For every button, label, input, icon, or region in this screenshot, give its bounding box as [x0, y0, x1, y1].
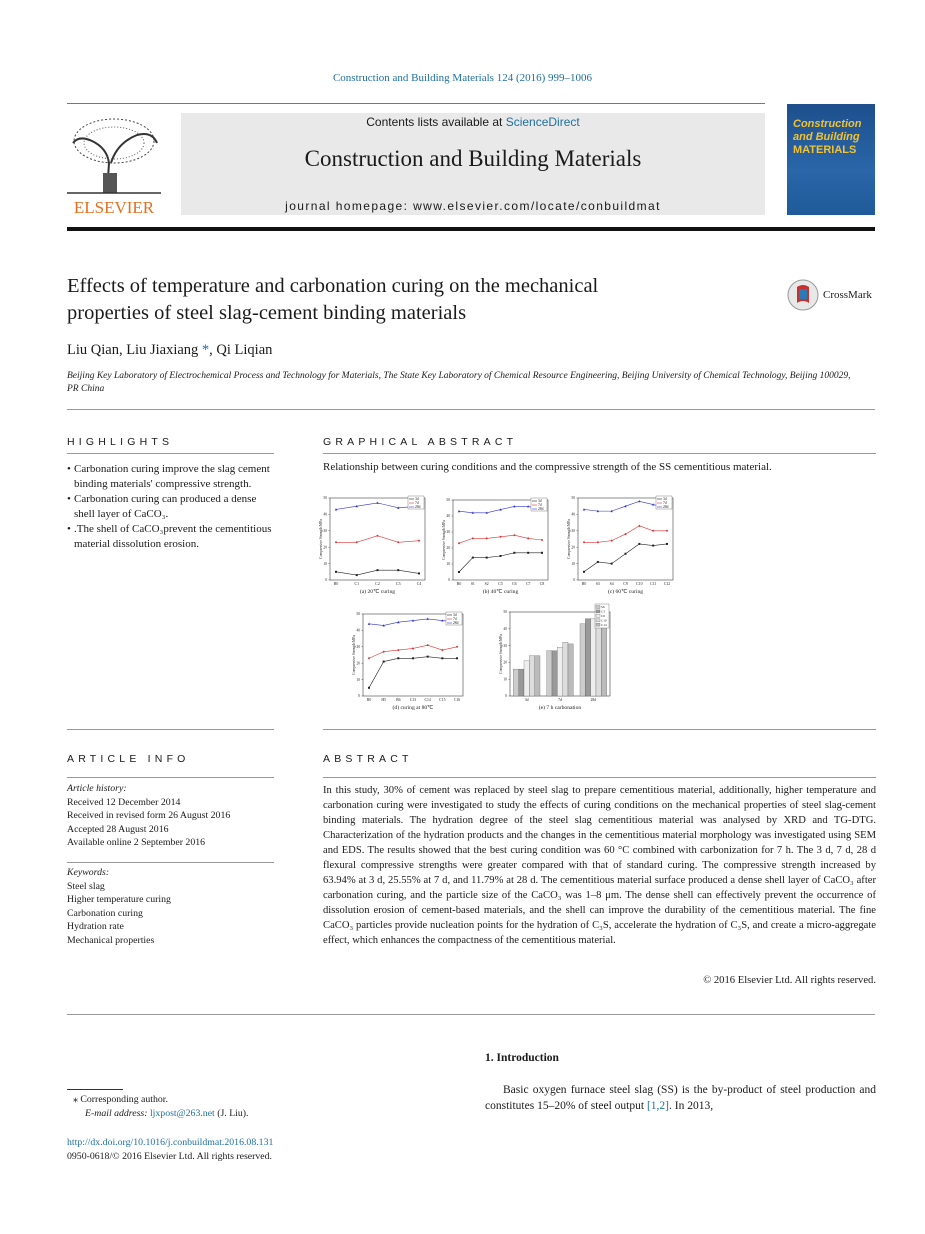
bar: [547, 651, 552, 696]
legend-swatch: [596, 606, 600, 609]
graphical-abstract-figure: [318, 492, 678, 724]
data-point: [441, 657, 443, 659]
chart-caption: (c) 60℃ curing: [607, 589, 644, 595]
divider: [67, 777, 274, 778]
y-tick-label: 50: [503, 610, 507, 615]
y-tick-label: 0: [573, 578, 575, 583]
legend-label: C10: [601, 618, 607, 623]
data-point: [652, 530, 654, 532]
publisher-name: ELSEVIER: [73, 198, 155, 215]
y-tick-label: 50: [323, 496, 327, 501]
journal-cover: [787, 104, 875, 215]
corresponding-label: Corresponding author.: [80, 1094, 168, 1105]
chart-caption: (d) curing at 80℃: [392, 705, 434, 711]
legend-label: 28d: [453, 621, 459, 626]
y-tick-label: 50: [571, 496, 575, 501]
data-point: [527, 537, 529, 539]
data-point: [418, 540, 420, 542]
x-tick-label: S1: [470, 582, 475, 586]
email-label: E-mail address:: [85, 1108, 148, 1119]
doi-link[interactable]: http://dx.doi.org/10.1016/j.conbuildmat.2016.08.131: [67, 1137, 274, 1148]
bar: [563, 642, 568, 696]
data-point: [583, 571, 585, 573]
x-tick-label: C4: [416, 582, 422, 586]
graphical-abstract-text: Relationship between curing conditions and the compressive strength of the SS cementitious material.: [323, 461, 772, 473]
x-tick-label: S4: [609, 582, 614, 586]
data-point: [418, 572, 420, 574]
history-label: Article history:: [67, 783, 127, 794]
elsevier-logo: [67, 113, 161, 215]
series-line: [584, 544, 667, 572]
x-tick-label: C16: [453, 698, 461, 702]
highlight-item: • Carbonation curing can produced a dense shell layer of CaCO₃.: [67, 492, 277, 522]
chart-caption: (e) 7 h carbonation: [538, 705, 582, 711]
data-point: [625, 533, 627, 535]
affiliation: Beijing Key Laboratory of Electrochemical Process and Technology for Materials, The State Key Laboratory of Chemical Resource Engineering, Beijing University of Chemical Technology, Beijing 100029, PR China: [67, 371, 851, 394]
y-tick-label: 0: [325, 578, 327, 583]
footnote-rule: [67, 1089, 123, 1090]
y-tick-label: 40: [446, 514, 450, 519]
cover-materials: MATERIALS: [793, 144, 857, 156]
data-point: [356, 574, 358, 576]
highlights-heading: HIGHLIGHTS: [67, 436, 174, 448]
data-point: [412, 657, 414, 659]
corresponding-star[interactable]: *: [201, 342, 210, 358]
series-line: [369, 657, 457, 688]
history-accepted: Accepted 28 August 2016: [67, 823, 169, 835]
legend-label: 28d: [538, 507, 544, 512]
y-axis-label: Compressive Strength/MPa: [442, 520, 446, 560]
y-tick-label: 30: [356, 645, 360, 649]
data-point: [458, 542, 460, 544]
x-tick-label: S3: [595, 582, 600, 586]
intro-text-b: . In 2013,: [669, 1099, 714, 1112]
data-point: [666, 543, 668, 545]
data-point: [456, 657, 458, 659]
y-tick-label: 40: [323, 512, 327, 517]
plot-frame: [363, 614, 463, 696]
y-tick-label: 0: [448, 578, 450, 583]
y-axis-label: Compressive Strength/MPa: [319, 519, 323, 559]
x-tick-label: C7: [525, 582, 531, 586]
intro-text-a: Basic oxygen furnace steel slag (SS) is the by-product of steel production and constitutes 15–20% of steel output: [485, 1084, 876, 1112]
y-tick-label: 40: [571, 512, 575, 517]
history-online: Available online 2 September 2016: [67, 837, 206, 848]
divider: [323, 729, 876, 730]
x-tick-label: B0: [581, 582, 587, 586]
legend-label: 3d: [663, 497, 667, 502]
data-point: [377, 569, 379, 571]
x-tick-label: B0: [456, 582, 462, 586]
author-names-2: , Qi Liqian: [209, 342, 273, 358]
y-axis-label: Compressive Strength/MPa: [352, 635, 356, 675]
x-tick-label: C11: [650, 582, 657, 586]
bar: [568, 644, 573, 696]
y-tick-label: 30: [323, 529, 327, 533]
x-tick-label: C5: [498, 582, 503, 586]
data-point: [368, 657, 370, 659]
y-tick-label: 20: [503, 660, 507, 665]
y-tick-label: 20: [571, 545, 575, 550]
footnote-email: [85, 1108, 249, 1119]
bar: [591, 619, 596, 696]
bar: [535, 656, 540, 696]
divider: [67, 453, 274, 454]
divider: [67, 409, 875, 410]
issn-line: 0950-0618/© 2016 Elsevier Ltd. All rights reserved.: [67, 1151, 272, 1162]
x-tick-label: 7d: [558, 698, 562, 702]
legend-label: C3: [601, 609, 605, 614]
y-axis-label: Compressive Strength/MPa: [499, 634, 503, 674]
data-point: [412, 647, 414, 649]
data-point: [397, 649, 399, 651]
crossmark-badge[interactable]: [787, 279, 877, 311]
data-point: [368, 687, 370, 689]
keyword: Higher temperature curing: [67, 894, 171, 905]
y-tick-label: 0: [505, 694, 507, 699]
bar: [519, 669, 524, 696]
introduction-text: [485, 1083, 876, 1114]
data-point: [513, 552, 515, 554]
chart-caption: (a) 20℃ curing: [359, 589, 396, 595]
elsevier-tree-icon: [67, 113, 161, 215]
data-point: [472, 537, 474, 539]
divider: [67, 1014, 875, 1015]
data-point: [541, 539, 543, 541]
bar: [529, 656, 534, 696]
y-tick-label: 0: [358, 694, 360, 699]
article-title: [67, 273, 747, 327]
data-point: [486, 537, 488, 539]
data-point: [625, 553, 627, 555]
y-tick-label: 30: [446, 530, 450, 535]
article-history: [67, 782, 277, 850]
divider: [67, 862, 274, 863]
email-suffix: (J. Liu).: [217, 1108, 249, 1119]
y-tick-label: 10: [503, 677, 507, 682]
graphical-abstract-charts: [318, 492, 678, 724]
introduction-heading: 1. Introduction: [485, 1052, 559, 1064]
keyword: Steel slag: [67, 880, 105, 892]
data-point: [397, 657, 399, 659]
y-tick-label: 10: [446, 562, 450, 567]
y-tick-label: 40: [356, 628, 360, 633]
x-tick-label: C14: [424, 698, 431, 702]
x-tick-label: B0: [366, 698, 372, 702]
bar: [557, 647, 562, 696]
x-tick-label: C12: [663, 582, 671, 586]
x-tick-label: C6: [512, 582, 517, 586]
x-tick-label: C1: [354, 582, 359, 586]
legend-label: 7d: [538, 503, 542, 508]
data-point: [383, 661, 385, 663]
citation-link[interactable]: [1,2]: [646, 1099, 669, 1112]
y-axis-label: Compressive Strength/MPa: [567, 519, 571, 559]
history-received: Received 12 December 2014: [67, 796, 181, 808]
journal-reference[interactable]: Construction and Building Materials 124 (2016) 999–1006: [332, 72, 593, 84]
header-rule: [67, 103, 765, 104]
chart-caption: (b) 40℃ curing: [482, 589, 519, 595]
x-tick-label: C9: [623, 582, 628, 586]
legend-label: S6: [601, 605, 605, 610]
abstract-heading: ABSTRACT: [323, 753, 413, 765]
bar: [580, 624, 585, 696]
keyword: Mechanical properties: [67, 934, 155, 946]
highlight-item: • Carbonation curing improve the slag cement binding materials' compressive strength.: [67, 462, 277, 492]
journal-title: Construction and Building Materials: [304, 146, 642, 171]
graphical-abstract-heading: GRAPHICAL ABSTRACT: [323, 436, 518, 448]
journal-banner: [181, 113, 765, 215]
data-point: [597, 541, 599, 543]
x-tick-label: 3d: [524, 698, 529, 702]
divider: [323, 777, 876, 778]
title-line-2: properties of steel slag-cement binding materials: [67, 302, 467, 324]
plot-frame: [330, 498, 425, 580]
y-tick-label: 40: [503, 627, 507, 631]
data-point: [527, 552, 529, 554]
data-point: [441, 649, 443, 651]
data-point: [427, 644, 429, 646]
cover-title: Construction and Building: [793, 118, 862, 143]
data-point: [500, 536, 502, 538]
x-tick-label: C10: [636, 582, 643, 586]
legend-swatch: [596, 619, 600, 622]
data-point: [397, 541, 399, 543]
crossmark-icon: [787, 279, 819, 311]
legend-swatch: [596, 623, 600, 626]
legend-label: 28d: [415, 505, 421, 510]
keywords-label: Keywords:: [67, 867, 110, 878]
email-link[interactable]: ljxpost@263.net: [149, 1108, 215, 1119]
y-tick-label: 10: [323, 561, 327, 566]
data-point: [456, 646, 458, 648]
legend-label: 7d: [415, 501, 419, 506]
bar: [513, 669, 518, 696]
data-point: [397, 569, 399, 571]
y-tick-label: 30: [571, 529, 575, 533]
divider: [67, 729, 274, 730]
data-point: [486, 557, 488, 559]
x-tick-label: C3: [396, 582, 401, 586]
sciencedirect-link[interactable]: ScienceDirect: [505, 115, 580, 129]
x-tick-label: C15: [439, 698, 446, 702]
data-point: [335, 571, 337, 573]
x-tick-label: C2: [375, 582, 380, 586]
data-point: [500, 555, 502, 557]
authors: [67, 342, 272, 359]
legend-swatch: [596, 614, 600, 617]
data-point: [652, 545, 654, 547]
y-tick-label: 50: [356, 612, 360, 617]
crossmark-label: CrossMark: [823, 289, 872, 301]
data-point: [513, 534, 515, 536]
x-tick-label: C13: [409, 698, 417, 702]
data-point: [472, 557, 474, 559]
y-tick-label: 30: [503, 643, 507, 648]
x-tick-label: C8: [539, 582, 545, 586]
data-point: [638, 525, 640, 527]
y-tick-label: 50: [446, 498, 450, 503]
legend-label: C6: [601, 614, 605, 618]
x-tick-label: B6: [396, 698, 401, 702]
legend-label: 3d: [415, 497, 419, 502]
x-tick-label: B0: [333, 582, 339, 586]
y-tick-label: 10: [571, 561, 575, 566]
legend-swatch: [596, 610, 600, 613]
data-point: [377, 535, 379, 537]
divider: [323, 453, 876, 454]
keywords: [67, 866, 277, 947]
data-point: [597, 561, 599, 563]
abstract-copyright: © 2016 Elsevier Ltd. All rights reserved.: [703, 975, 876, 986]
author-names-1: Liu Qian, Liu Jiaxiang: [67, 342, 199, 358]
y-tick-label: 20: [356, 661, 360, 666]
contents-prefix: Contents lists available at: [366, 115, 503, 129]
data-point: [638, 543, 640, 545]
legend-label: C14: [601, 622, 607, 627]
footnote-corresponding: [73, 1094, 168, 1105]
data-point: [458, 571, 460, 573]
series-line: [369, 645, 457, 658]
bar: [585, 619, 590, 696]
x-tick-label: 28d: [590, 698, 597, 702]
data-point: [583, 541, 585, 543]
data-point: [427, 656, 429, 658]
bar: [524, 661, 529, 696]
bar: [601, 619, 606, 696]
y-tick-label: 10: [356, 677, 360, 682]
data-point: [611, 540, 613, 542]
keyword: Hydration rate: [67, 921, 124, 932]
legend-label: 7d: [453, 617, 457, 622]
history-revised: Received in revised form 26 August 2016: [67, 810, 231, 821]
x-tick-label: S2: [484, 582, 489, 586]
y-tick-label: 20: [323, 545, 327, 550]
x-tick-label: H5: [381, 698, 386, 702]
article-info-heading: ARTICLE INFO: [67, 753, 190, 765]
journal-homepage[interactable]: journal homepage: www.elsevier.com/locate/conbuildmat: [285, 199, 661, 213]
footnote-star: ⁎: [73, 1094, 78, 1105]
legend-label: 7d: [663, 501, 667, 506]
highlight-item: • .The shell of CaCO₃prevent the cementitious material dissolution erosion.: [67, 522, 277, 552]
keyword: Carbonation curing: [67, 907, 143, 919]
contents-line: [181, 115, 765, 129]
y-tick-label: 20: [446, 546, 450, 551]
data-point: [383, 651, 385, 653]
highlights-list: [67, 462, 277, 552]
data-point: [335, 541, 337, 543]
legend-label: 3d: [538, 499, 542, 504]
data-point: [541, 552, 543, 554]
header-thick-rule: [67, 227, 875, 231]
data-point: [356, 541, 358, 543]
legend-label: 3d: [453, 613, 457, 618]
data-point: [666, 530, 668, 532]
bar: [552, 651, 557, 696]
data-point: [638, 500, 640, 502]
data-point: [611, 563, 613, 565]
title-line-1: Effects of temperature and carbonation curing on the mechanical: [67, 275, 599, 297]
legend-label: 28d: [663, 505, 669, 510]
abstract-text: In this study, 30% of cement was replaced by steel slag to prepare cementitious material, additionally, higher temperature and carbonation curing were investigated to study the effects of curing conditions on the mechanical properties of steel slag-cement binding materials. The hydration degree of the steel slag cementitious material was analysed by XRD and TG-DTG. Characterization of the hydration products and the changes in the cementitious material morphology was investigated using SEM and EDS. The results showed that the best curing condition was 60 °C combined with carbonization for 7 h. The 3 d, 7 d, 28 d flexural compressive strengths were greater compared with that of standard curing. The compressive strength increased by 63.94% at 3 d, 25.55% at 7 d, and 11.79% at 28 d. The cementitious material surface produced a dense shell layer of CaCO₃ after carbonation curing, and the particle size of the CaCO₃ was 1–8 μm. The dense shell can effectively prevent the occurrence of dissolution erosion of cement-based materials, and the shell can improve the durability of the cementitious material. The fine CaCO₃ particles provide nucleation points for the hydration of C₃S, accelerate the hydration of C₃S, and create a micro-aggregate effect, which enhances the compactness of the cementitious material.: [323, 785, 876, 946]
